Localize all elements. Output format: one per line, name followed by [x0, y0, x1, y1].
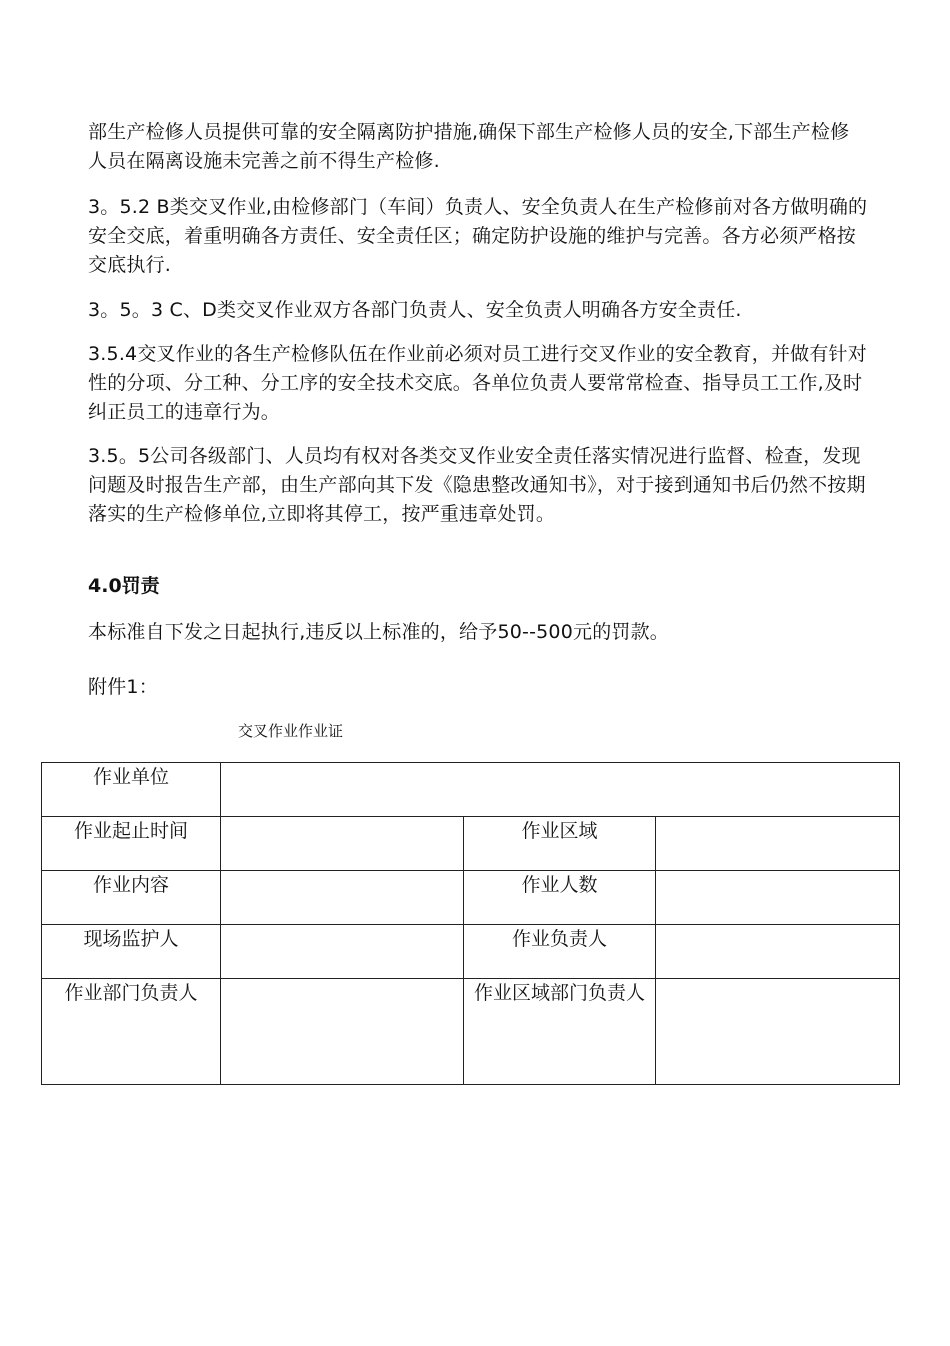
- label-work-time: 作业起止时间: [42, 817, 221, 871]
- label-area-dept-leader: 作业区域部门负责人: [464, 979, 656, 1085]
- form-title: 交叉作业作业证: [238, 722, 344, 740]
- permit-form-table: [41, 762, 900, 1085]
- label-worker-count: 作业人数: [464, 871, 656, 925]
- field-site-supervisor[interactable]: [221, 925, 464, 979]
- field-work-unit[interactable]: [221, 763, 900, 817]
- table-row: [42, 871, 900, 925]
- field-area-dept-leader[interactable]: [656, 979, 900, 1085]
- table-row: [42, 763, 900, 817]
- label-work-unit: 作业单位: [42, 763, 221, 817]
- label-dept-leader: 作业部门负责人: [42, 979, 221, 1085]
- field-work-leader[interactable]: [656, 925, 900, 979]
- attachment-label: 附件1：: [88, 676, 158, 698]
- paragraph-3-5-4: 3.5.4交叉作业的各生产检修队伍在作业前必须对员工进行交叉作业的安全教育，并做有针对性的分项、分工种、分工序的安全技术交底。各单位负责人要常常检查、指导员工工作,及时纠正员工的违章行为。: [88, 343, 867, 423]
- label-work-leader: 作业负责人: [464, 925, 656, 979]
- table-row: [42, 817, 900, 871]
- field-work-area[interactable]: [656, 817, 900, 871]
- paragraph-3-5-2: 3。5.2 B类交叉作业,由检修部门（车间）负责人、安全负责人在生产检修前对各方做明确的安全交底，着重明确各方责任、安全责任区；确定防护设施的维护与完善。各方必须严格按交底执行.: [88, 196, 868, 276]
- paragraph-3-5-3: 3。5。3 C、D类交叉作业双方各部门负责人、安全负责人明确各方安全责任.: [88, 299, 742, 321]
- field-work-time[interactable]: [221, 817, 464, 871]
- label-work-area: 作业区域: [464, 817, 656, 871]
- paragraph-3-5-5: 3.5。5公司各级部门、人员均有权对各类交叉作业安全责任落实情况进行监督、检查，发现问题及时报告生产部，由生产部向其下发《隐患整改通知书》，对于接到通知书后仍然不按期落实的生产检修单位,立即将其停工，按严重违章处罚。: [88, 445, 866, 525]
- field-work-content[interactable]: [221, 871, 464, 925]
- paragraph-isolation-measures: 部生产检修人员提供可靠的安全隔离防护措施,确保下部生产检修人员的安全,下部生产检修人员在隔离设施未完善之前不得生产检修.: [88, 121, 850, 172]
- label-site-supervisor: 现场监护人: [42, 925, 221, 979]
- paragraph-penalty: 本标准自下发之日起执行,违反以上标准的，给予50--500元的罚款。: [88, 621, 669, 643]
- table-row: [42, 979, 900, 1085]
- field-dept-leader[interactable]: [221, 979, 464, 1085]
- label-work-content: 作业内容: [42, 871, 221, 925]
- field-worker-count[interactable]: [656, 871, 900, 925]
- table-row: [42, 925, 900, 979]
- section-heading-penalty: 4.0罚责: [88, 575, 160, 597]
